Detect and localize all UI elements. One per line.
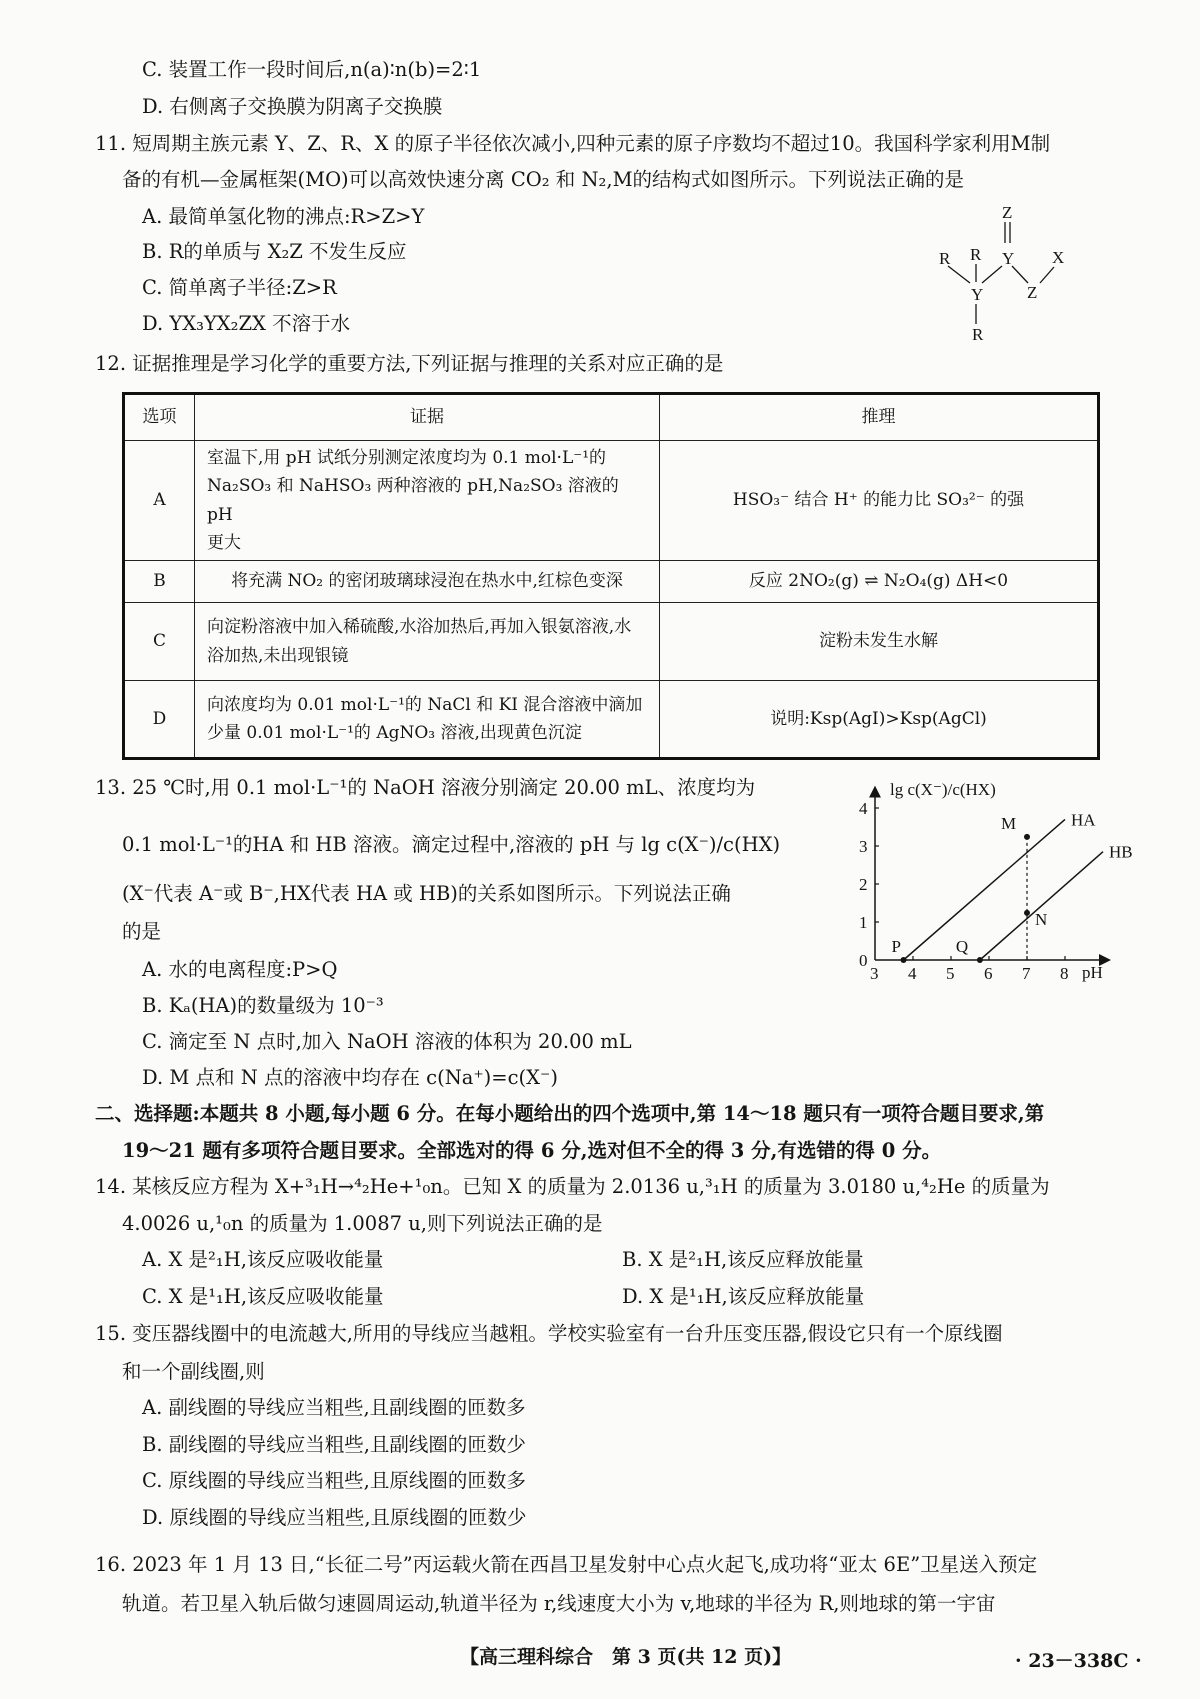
point-p	[901, 957, 907, 963]
point-label-p: P	[891, 937, 901, 956]
q15-stem-line2: 和一个副线圈,则	[122, 1360, 265, 1383]
ph-chart	[830, 770, 1133, 985]
table-cell-option: B	[124, 561, 195, 603]
q11-stem-line1: 11. 短周期主族元素 Y、Z、R、X 的原子半径依次减小,四种元素的原子序数均不超过10。我国科学家利用M制	[95, 132, 1051, 155]
struct-z-top: Z	[1002, 203, 1013, 222]
table-cell-option: C	[124, 603, 195, 681]
chart-ylabel: lg c(X⁻)/c(HX)	[890, 780, 996, 799]
table-cell-evidence	[195, 561, 660, 603]
section2-line1: 二、选择题:本题共 8 小题,每小题 6 分。在每小题给出的四个选项中,第 14～18 题只有一项符合题目要求,第	[95, 1102, 1045, 1125]
struct-y-center: Y	[971, 285, 984, 304]
q15-option-b: B. 副线圈的导线应当粗些,且副线圈的匝数少	[142, 1433, 526, 1456]
table-cell-inference: 反应 2NO₂(g) ⇌ N₂O₄(g) ΔH<0	[660, 561, 1099, 603]
table-header-row	[124, 394, 1099, 441]
evidence-line: 向浓度均为 0.01 mol·L⁻¹的 NaCl 和 KI 混合溶液中滴加	[207, 694, 643, 715]
q14-option-d: D. X 是¹₁H,该反应释放能量	[622, 1285, 865, 1308]
evidence-line: Na₂SO₃ 和 NaHSO₃ 两种溶液的 pH,Na₂SO₃ 溶液的 pH	[207, 476, 619, 525]
point-label-q: Q	[955, 937, 969, 956]
struct-r-bottom: R	[972, 325, 984, 344]
q12-stem: 12. 证据推理是学习化学的重要方法,下列证据与推理的关系对应正确的是	[95, 352, 724, 375]
x-tick-label: 6	[984, 964, 993, 983]
point-n	[1024, 910, 1030, 916]
struct-r-mid: R	[970, 245, 982, 264]
struct-r-left: R	[939, 249, 951, 268]
y-tick-label: 0	[859, 951, 868, 970]
evidence-line: 少量 0.01 mol·L⁻¹的 AgNO₃ 溶液,出现黄色沉淀	[207, 723, 582, 743]
series-label-hb: HB	[1109, 842, 1133, 862]
q13-stem-line1: 13. 25 ℃时,用 0.1 mol·L⁻¹的 NaOH 溶液分别滴定 20.00 mL、浓度均为	[95, 776, 756, 799]
table-cell-inference: 淀粉未发生水解	[660, 603, 1099, 681]
y-tick-label: 3	[859, 837, 868, 856]
point-q	[977, 957, 983, 963]
q11-option-d: D. YX₃YX₂ZX 不溶于水	[142, 312, 351, 335]
q13-stem-line2: 0.1 mol·L⁻¹的HA 和 HB 溶液。滴定过程中,溶液的 pH 与 lg c(X⁻)/c(HX)	[122, 833, 781, 856]
q11-option-a: A. 最简单氢化物的沸点:R>Z>Y	[142, 205, 425, 228]
struct-y-right: Y	[1002, 249, 1015, 268]
q15-option-a: A. 副线圈的导线应当粗些,且副线圈的匝数多	[142, 1396, 526, 1419]
q16-stem-line2: 轨道。若卫星入轨后做匀速圆周运动,轨道半径为 r,线速度大小为 v,地球的半径为 R,则地球的第一宇宙	[122, 1592, 996, 1615]
q14-stem-line2: 4.0026 u,¹₀n 的质量为 1.0087 u,则下列说法正确的是	[122, 1212, 603, 1235]
table-row	[124, 561, 1099, 603]
series-line-ha	[904, 819, 1066, 960]
table-header-option: 选项	[124, 394, 195, 441]
table-row	[124, 681, 1099, 759]
struct-z-mid: Z	[1027, 283, 1038, 302]
q13-option-d: D. M 点和 N 点的溶液中均存在 c(Na⁺)=c(X⁻)	[142, 1066, 558, 1089]
q10-option-d: D. 右侧离子交换膜为阴离子交换膜	[142, 95, 443, 118]
table-cell-evidence	[195, 441, 660, 561]
q13-option-b: B. Kₐ(HA)的数量级为 10⁻³	[142, 994, 384, 1017]
table-header-inference: 推理	[660, 394, 1099, 441]
q15-option-d: D. 原线圈的导线应当粗些,且原线圈的匝数少	[142, 1506, 527, 1529]
point-m	[1024, 834, 1030, 840]
table-cell-evidence	[195, 681, 660, 759]
x-tick-label: 4	[908, 964, 917, 983]
q15-stem-line1: 15. 变压器线圈中的电流越大,所用的导线应当越粗。学校实验室有一台升压变压器,假设它只有一个原线圈	[95, 1322, 1003, 1345]
q14-option-b: B. X 是²₁H,该反应释放能量	[622, 1248, 864, 1271]
table-row	[124, 441, 1099, 561]
q16-stem-line1: 16. 2023 年 1 月 13 日,“长征二号”丙运载火箭在西昌卫星发射中心点火起飞,成功将“亚太 6E”卫星送入预定	[95, 1553, 1038, 1576]
table-cell-option: D	[124, 681, 195, 759]
q11-option-c: C. 简单离子半径:Z>R	[142, 276, 337, 299]
point-label-m: M	[1001, 813, 1017, 833]
series-label-ha: HA	[1071, 810, 1096, 830]
q13-stem-line4: 的是	[122, 920, 162, 943]
table-header-evidence: 证据	[195, 394, 660, 441]
x-tick-label: 5	[946, 964, 955, 983]
q14-option-a: A. X 是²₁H,该反应吸收能量	[142, 1248, 384, 1271]
evidence-line: 室温下,用 pH 试纸分别测定浓度均为 0.1 mol·L⁻¹的	[207, 448, 607, 469]
x-tick-label: 8	[1060, 964, 1069, 983]
evidence-line: 将充满 NO₂ 的密闭玻璃球浸泡在热水中,红棕色变深	[231, 571, 623, 592]
q14-option-c: C. X 是¹₁H,该反应吸收能量	[142, 1285, 384, 1308]
evidence-line: 更大	[207, 532, 241, 553]
q11-stem-line2: 备的有机—金属框架(MO)可以高效快速分离 CO₂ 和 N₂,M的结构式如图所示。下列说法正确的是	[122, 168, 965, 191]
q15-option-c: C. 原线圈的导线应当粗些,且原线圈的匝数多	[142, 1469, 526, 1492]
structure-diagram	[930, 200, 1090, 350]
evidence-line: 浴加热,未出现银镜	[207, 645, 349, 666]
table-cell-inference: 说明:Ksp(AgI)>Ksp(AgCl)	[660, 681, 1099, 759]
q13-option-a: A. 水的电离程度:P>Q	[142, 958, 338, 981]
evidence-line: 向淀粉溶液中加入稀硫酸,水浴加热后,再加入银氨溶液,水	[207, 617, 632, 638]
q13-stem-line3: (X⁻代表 A⁻或 B⁻,HX代表 HA 或 HB)的关系如图所示。下列说法正确	[122, 882, 731, 905]
struct-x: X	[1052, 248, 1065, 267]
series-line-hb	[980, 852, 1103, 960]
section2-line2: 19～21 题有多项符合题目要求。全部选对的得 6 分,选对但不全的得 3 分,有选错的得 0 分。	[122, 1139, 942, 1162]
y-tick-label: 1	[859, 913, 868, 932]
point-label-n: N	[1035, 909, 1048, 929]
table-cell-evidence	[195, 603, 660, 681]
exam-code: · 23－338C ·	[1015, 1650, 1142, 1672]
page-footer: 【高三理科综合 第 3 页(共 12 页)】	[460, 1646, 792, 1668]
q13-option-c: C. 滴定至 N 点时,加入 NaOH 溶液的体积为 20.00 mL	[142, 1030, 632, 1053]
table-row	[124, 603, 1099, 681]
q11-option-b: B. R的单质与 X₂Z 不发生反应	[142, 240, 407, 263]
table-cell-inference: HSO₃⁻ 结合 H⁺ 的能力比 SO₃²⁻ 的强	[660, 441, 1099, 561]
q14-stem-line1: 14. 某核反应方程为 X+³₁H→⁴₂He+¹₀n。已知 X 的质量为 2.0136 u,³₁H 的质量为 3.0180 u,⁴₂He 的质量为	[95, 1175, 1050, 1198]
table-cell-option: A	[124, 441, 195, 561]
y-tick-label: 4	[859, 799, 868, 818]
x-tick-label: 7	[1022, 964, 1031, 983]
q10-option-c: C. 装置工作一段时间后,n(a)∶n(b)=2∶1	[142, 58, 482, 81]
x-tick-label: 3	[870, 964, 879, 983]
evidence-table	[122, 392, 1100, 760]
y-tick-label: 2	[859, 875, 868, 894]
chart-xlabel: pH	[1082, 963, 1103, 982]
